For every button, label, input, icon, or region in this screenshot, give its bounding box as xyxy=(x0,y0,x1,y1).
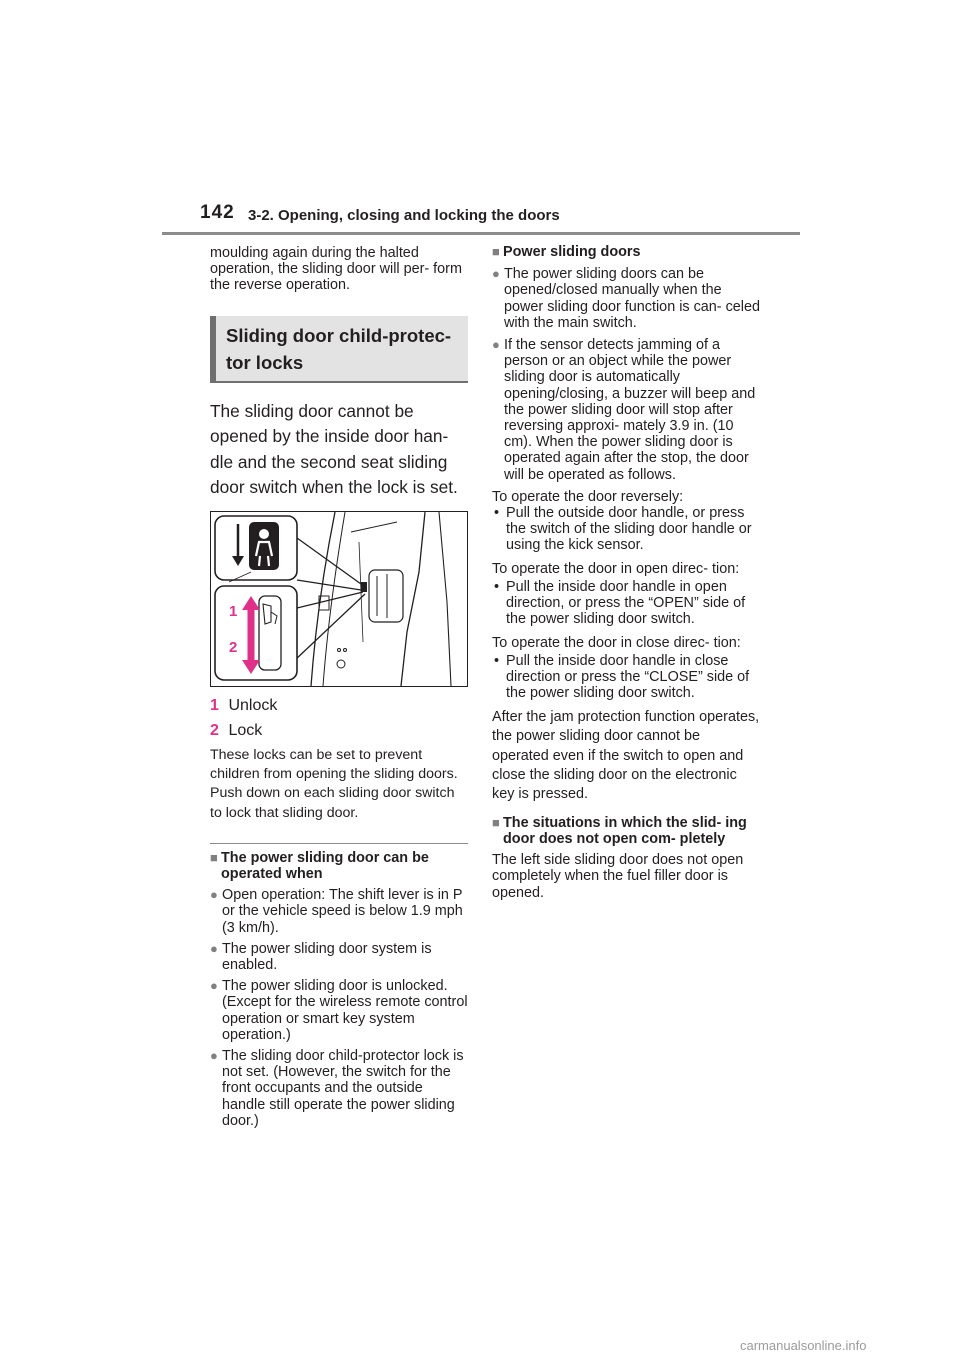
list-item xyxy=(210,978,470,1043)
legend-label: Unlock xyxy=(228,696,278,714)
bullet-icon: • xyxy=(494,579,500,596)
bullet-icon: • xyxy=(494,505,500,522)
section-header-title: 3-2. Opening, closing and locking the doors xyxy=(248,207,560,224)
page-number: 142 xyxy=(200,202,235,223)
open-item xyxy=(492,579,760,628)
lead-text: The sliding door cannot be opened by the inside door han- dle and the second seat sliding door switch when the lock is set. xyxy=(210,400,458,498)
subsection-title: The power sliding door can be operated when xyxy=(221,849,429,882)
subsection-heading xyxy=(492,815,760,847)
square-bullet-icon: ■ xyxy=(492,814,500,830)
legend-item-lock xyxy=(210,718,470,743)
child-lock-illustration xyxy=(211,512,467,686)
square-bullet-icon: ■ xyxy=(210,849,218,865)
reverse-item-text: Pull the outside door handle, or press the switch of the sliding door handle or using the kick sensor. xyxy=(506,505,752,554)
section-heading: Sliding door child-protec- tor locks xyxy=(226,324,452,373)
lock-switch-location xyxy=(361,582,367,592)
list-item-text: The sliding door child-protector lock is not set. (However, the switch for the front occupants and the outside handle still operate the power sliding door.) xyxy=(222,1048,464,1129)
fuel-door-text: The left side sliding door does not open completely when the fuel filler door is opened. xyxy=(492,852,744,901)
subsection-title: Power sliding doors xyxy=(503,244,641,260)
circle-bullet-icon: ● xyxy=(492,337,500,353)
list-item xyxy=(492,266,760,331)
close-intro: To operate the door in close direc- tion: xyxy=(492,634,741,651)
list-item-text: Open operation: The shift lever is in P or the vehicle speed is below 1.9 mph (3 km/h). xyxy=(222,887,463,936)
list-item-text: If the sensor detects jamming of a person or an object while the power sliding door is automatically opening/closing, a buzzer will beep and the power sliding door will stop after reversing approxi- mately 3.9 in. (10 cm). When the power sliding door is operated again after the stop, the door will be operated as follows. xyxy=(504,337,756,483)
divider xyxy=(210,843,468,844)
callout-lock-number: 2 xyxy=(229,638,238,656)
left-column xyxy=(210,245,470,1129)
subsection-heading xyxy=(492,244,760,260)
legend-item-unlock xyxy=(210,693,470,718)
child-lock-figure xyxy=(210,511,468,687)
continued-text: moulding again during the halted operation, the sliding door will per- form the reverse operation. xyxy=(210,245,462,294)
section-heading-box xyxy=(210,316,468,383)
bullet-icon: • xyxy=(494,653,500,670)
circle-bullet-icon: ● xyxy=(210,1048,218,1064)
legend-number: 1 xyxy=(210,696,219,714)
list-item xyxy=(210,1048,470,1129)
circle-bullet-icon: ● xyxy=(210,978,218,994)
legend-label: Lock xyxy=(228,721,263,739)
list-item xyxy=(210,941,470,973)
close-item xyxy=(492,653,760,702)
list-item-text: The power sliding door is unlocked. (Except for the wireless remote control operation or smart key system operation.) xyxy=(222,978,468,1043)
list-item-text: The power sliding door system is enabled. xyxy=(222,940,432,974)
child-lock-description: These locks can be set to prevent children from opening the sliding doors. Push down on each sliding door switch to lock that sliding door. xyxy=(210,746,458,821)
header-rule xyxy=(162,232,800,235)
circle-bullet-icon: ● xyxy=(210,887,218,903)
square-bullet-icon: ■ xyxy=(492,244,500,259)
list-item xyxy=(210,887,470,936)
open-intro: To operate the door in open direc- tion: xyxy=(492,560,740,577)
circle-bullet-icon: ● xyxy=(492,266,500,282)
callout-unlock-number: 1 xyxy=(229,602,238,620)
list-item-text: The power sliding doors can be opened/closed manually when the power sliding door function is can- celed with the main switch. xyxy=(504,266,760,331)
reverse-item xyxy=(492,505,760,554)
jam-protection-text: After the jam protection function operates, the power sliding door cannot be operated even if the switch to open and close the sliding door on the electronic key is pressed. xyxy=(492,708,760,803)
subsection-title: The situations in which the slid- ing door does not open com- pletely xyxy=(503,814,747,847)
legend-number: 2 xyxy=(210,721,219,739)
close-item-text: Pull the inside door handle in close direction or press the “CLOSE” side of the power sliding door switch. xyxy=(506,653,750,702)
reverse-intro: To operate the door reversely: xyxy=(492,488,684,505)
list-item xyxy=(492,337,760,483)
circle-bullet-icon: ● xyxy=(210,940,218,956)
right-column xyxy=(492,244,760,901)
subsection-heading xyxy=(210,850,470,882)
open-item-text: Pull the inside door handle in open direction, or press the “OPEN” side of the power sliding door switch. xyxy=(506,579,746,628)
watermark: carmanualsonline.info xyxy=(740,1338,867,1353)
